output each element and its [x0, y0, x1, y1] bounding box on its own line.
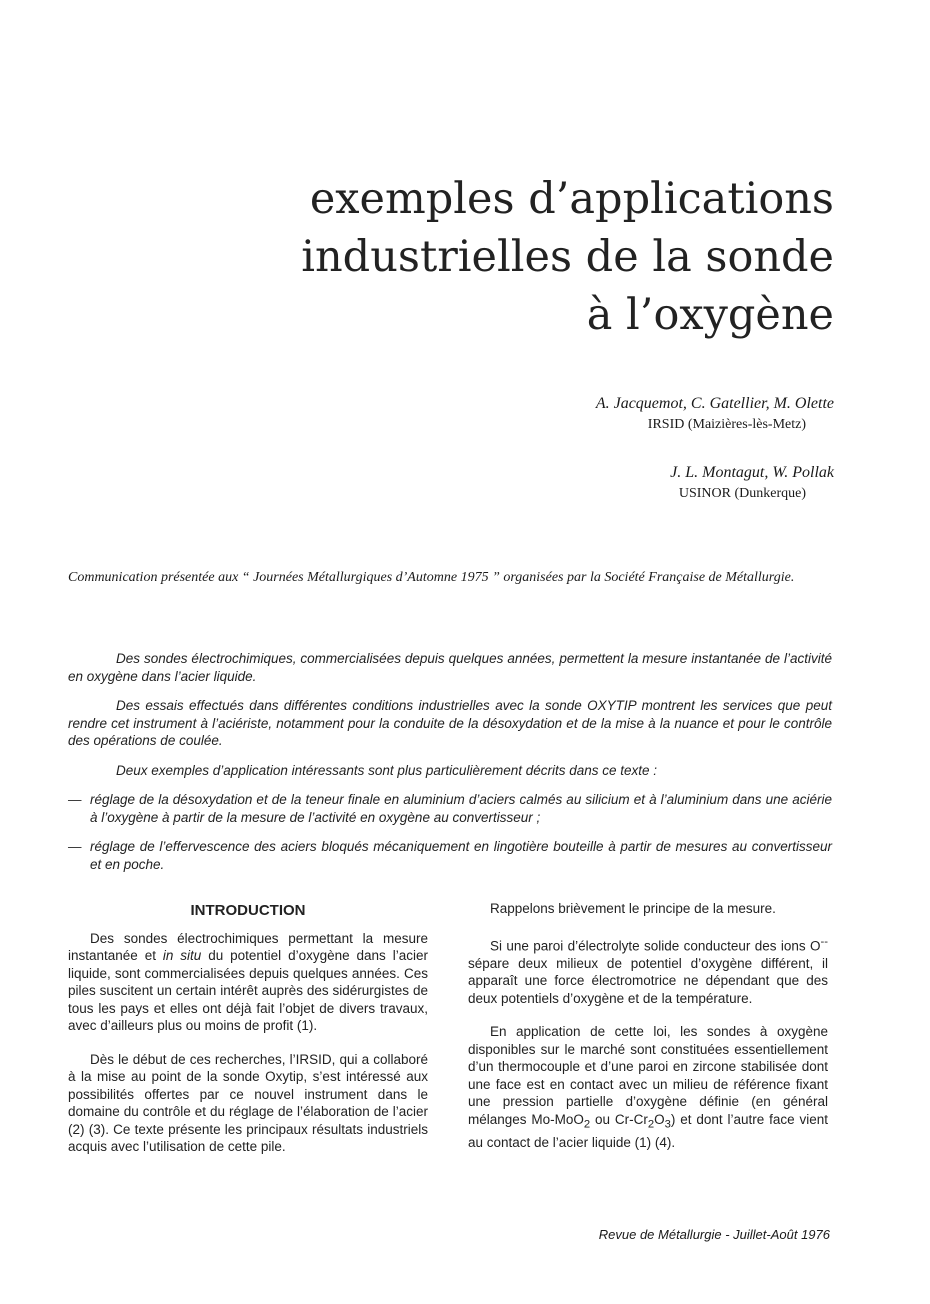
author-group-usinor: [414, 462, 834, 504]
list-item-text: réglage de la désoxydation et de la teneur finale en aluminium d’aciers calmés au silicium et à l’aluminium dans une aciérie à l’oxygène à partir de la mesure de l’activité en oxygène au convertisseur ;: [90, 792, 832, 825]
title-line-1: exemples d’applications: [309, 174, 834, 224]
abstract-list-item: [68, 838, 832, 873]
intro-paragraph: Dès le début de ces recherches, l’IRSID, qui a collaboré à la mise au point de la sonde Oxytip, s’est intéressé aux possibilités offertes par ce nouvel instrument dans le domaine du contrôle et du réglage de l’élaboration de l’acier (2) (3). Ce texte présente les principaux résultats industriels acquis avec l’utilisation de cette pile.: [68, 1051, 428, 1154]
right-column: [468, 900, 828, 1167]
communication-note: Communication présentée aux “ Journées Métallurgiques d’Automne 1975 ” organisées par la Société Française de Métallurgie.: [68, 570, 795, 585]
superscript: --: [820, 935, 828, 948]
abstract-paragraph: Des essais effectués dans différentes conditions industrielles avec la sonde OXYTIP montrent les services que peut rendre cet instrument à l’aciériste, notamment pour la conduite de la désoxydation et de la mise à la nuance et pour le contrôle des opérations de coulée.: [68, 698, 832, 748]
body-paragraph: Rappelons brièvement le principe de la mesure.: [490, 901, 776, 916]
author-names: J. L. Montagut, W. Pollak: [670, 464, 834, 481]
abstract-list-item: [68, 791, 832, 826]
title-line-3: à l’oxygène: [586, 290, 834, 340]
author-names: A. Jacquemot, C. Gatellier, M. Olette: [595, 395, 834, 412]
author-affiliation: IRSID (Maizières-lès-Metz): [647, 417, 806, 432]
journal-footer: Revue de Métallurgie - Juillet-Août 1976: [598, 1227, 830, 1242]
author-affiliation: USINOR (Dunkerque): [678, 486, 806, 501]
abstract-paragraph: Des sondes électrochimiques, commercialisées depuis quelques années, permettent la mesure instantanée de l’activité en oxygène dans l’acier liquide.: [68, 651, 832, 684]
intro-paragraph: Des sondes électrochimiques permettant la mesure instantanée et in situ du potentiel d’oxygène dans l’acier liquide, sont commercialisées depuis quelques années. Ces piles suscitent un certain intérêt auprès des sidérurgistes de tous les pays et elles ont déjà fait l’objet de divers travaux, avec d’ailleurs plus ou moins de profit (1).: [68, 930, 428, 1033]
list-item-text: réglage de l’effervescence des aciers bloqués mécaniquement en lingotière bouteille à partir de mesures au convertisseur et en poche.: [90, 839, 832, 872]
abstract: [68, 650, 832, 885]
abstract-list: [68, 791, 832, 873]
left-column: [68, 900, 428, 1172]
body-paragraph: En application de cette loi, les sondes à oxygène disponibles sur le marché sont constituées essentiellement d’un thermocouple et d’une paroi en zircone stabilisée dont une face est en contact avec un milieu de référence fixant une pression partielle d’oxygène définie (en général mélanges Mo-MoO$_2$ ou $Cr-Cr_2O_3$) et dont l’autre face vient au contact de l’acier liquide (1) (4).: [468, 1024, 828, 1150]
body-paragraph: Si une paroi d’électrolyte solide conducteur des ions O-- sépare deux milieux de potentiel d’oxygène différent, il apparaît une force électromotrice ne dépendant que des deux potentiels d’oxygène et de la température.: [468, 935, 828, 1006]
section-heading-introduction: INTRODUCTION: [190, 902, 306, 919]
title-line-2: industrielles de la sonde: [301, 232, 834, 282]
italic-term: in situ: [162, 948, 202, 963]
author-group-irsid: [414, 393, 834, 435]
list-dash: —: [68, 839, 82, 854]
abstract-paragraph: Deux exemples d’application intéressants sont plus particulièrement décrits dans ce texte :: [116, 762, 658, 778]
article-title: [234, 170, 834, 344]
list-dash: —: [68, 792, 82, 807]
